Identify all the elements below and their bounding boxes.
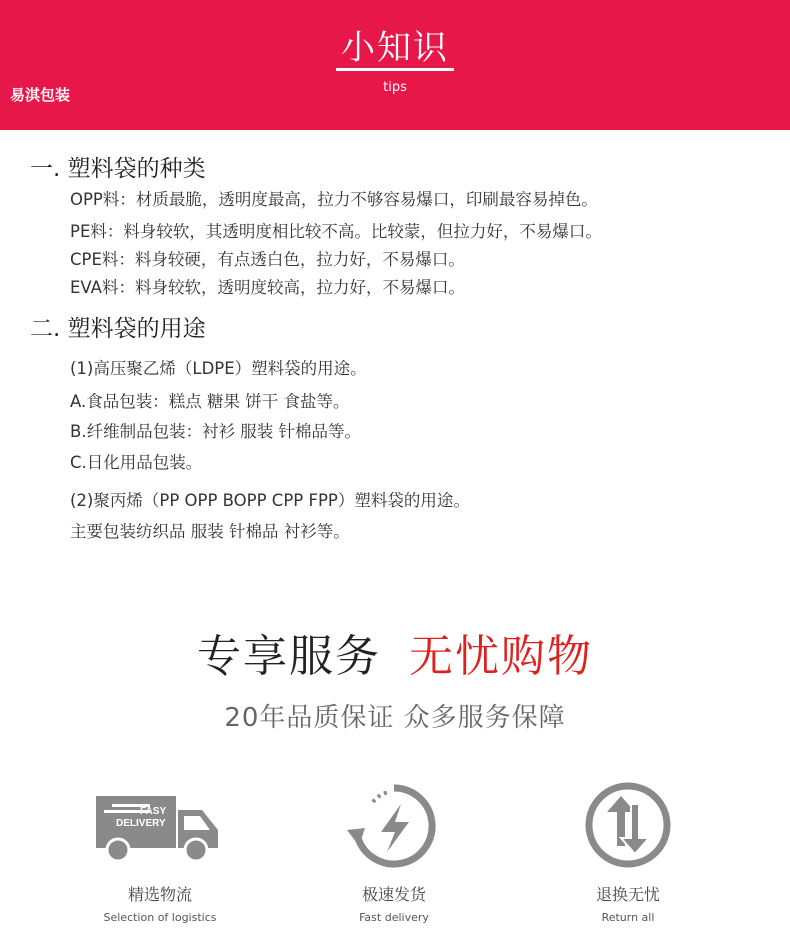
type-line-cpe: CPE料：料身较硬，有点透白色，拉力好，不易爆口。 [70,250,465,269]
feature-return-label: 退换无忧 [595,885,660,904]
section-heading-uses: 二. 塑料袋的用途 [30,316,206,342]
section-heading-types: 一. 塑料袋的种类 [30,156,206,182]
title-underline [336,68,454,71]
slogan-exclusive-service: 专享服务 [197,631,381,682]
slogan-worry-free: 无忧购物 [409,631,593,682]
brand-name: 易淇包装 [10,86,71,104]
feature-logistics-en: Selection of logistics [103,911,217,924]
feature-logistics [50,780,270,924]
banner-subtitle: tips [383,80,407,95]
use-line-pp: (2)聚丙烯（PP OPP BOPP CPP FPP）塑料袋的用途。 [70,491,470,510]
use-line-daily: C.日化用品包装。 [70,453,203,472]
truck-text-fasy: FASY [140,806,167,817]
header-banner [0,0,790,130]
service-slogan [0,620,790,684]
banner-title: 小知识 [341,28,449,68]
feature-fast-delivery [284,780,504,924]
delivery-truck-icon [90,780,230,870]
type-line-eva: EVA料：料身较软，透明度较高，拉力好，不易爆口。 [70,278,465,297]
type-line-opp: OPP料：材质最脆，透明度最高，拉力不够容易爆口，印刷最容易掉色。 [70,190,598,209]
use-line-food: A.食品包装：糕点 糖果 饼干 食盐等。 [70,392,350,411]
feature-fast-delivery-en: Fast delivery [359,911,429,924]
feature-logistics-label: 精选物流 [127,885,192,904]
type-line-pe: PE料：料身较软，其透明度相比较不高。比较蒙，但拉力好，不易爆口。 [70,222,602,241]
return-exchange-icon [573,780,683,870]
use-line-textile: 主要包装纺织品 服装 针棉品 衬衫等。 [70,522,350,541]
fast-delivery-icon [339,780,449,870]
use-line-fiber: B.纤维制品包装：衬衫 服装 针棉品等。 [70,422,362,441]
feature-fast-delivery-label: 极速发货 [361,885,426,904]
feature-return [518,780,738,924]
truck-text-delivery: DELIVERY [116,818,166,829]
feature-return-en: Return all [601,911,655,924]
use-line-ldpe: (1)高压聚乙烯（LDPE）塑料袋的用途。 [70,359,367,378]
quality-guarantee: 20年品质保证 众多服务保障 [224,703,566,733]
